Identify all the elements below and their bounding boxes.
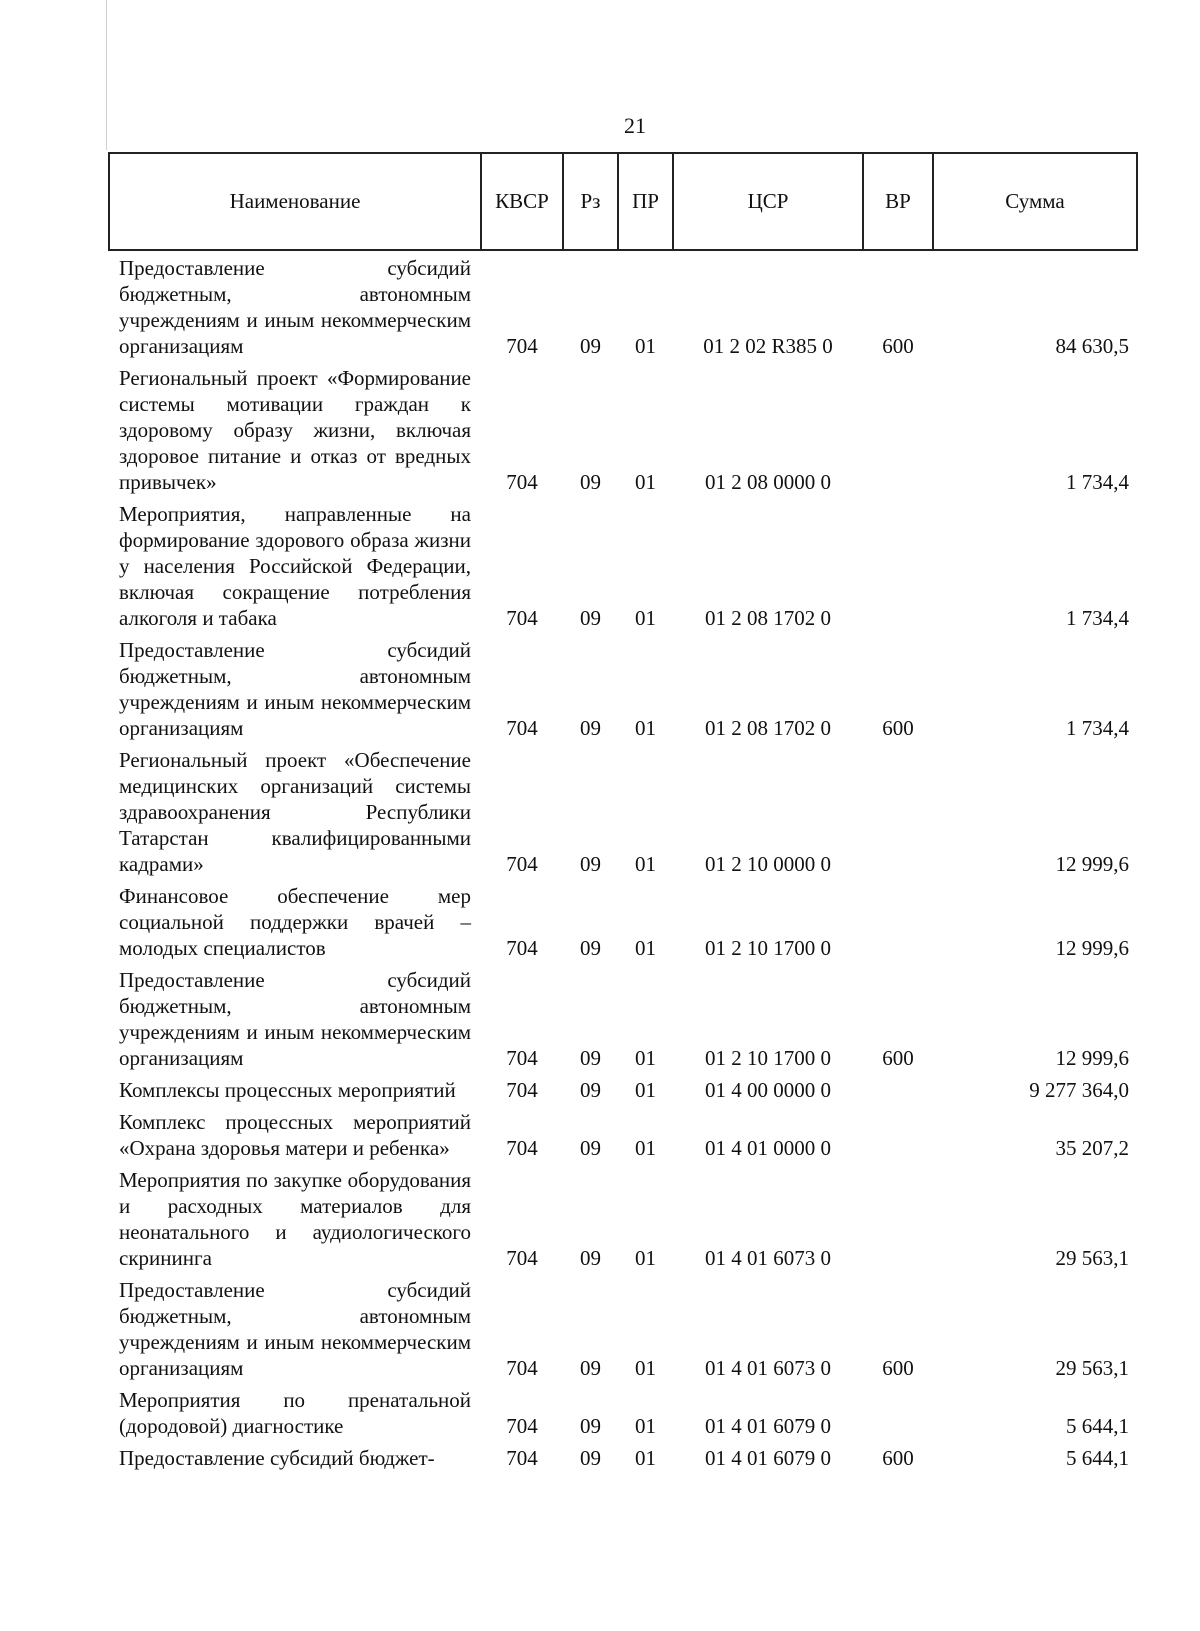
cell-rz: 09 xyxy=(580,1046,601,1070)
cell-rz: 09 xyxy=(580,936,601,960)
header-name: Наименование xyxy=(109,153,481,250)
table-row xyxy=(109,250,1137,361)
cell-name: Комплекс процессных мероприятий «Охрана здоровья матери и ребенка» xyxy=(119,1110,471,1160)
header-kvsr: КВСР xyxy=(481,153,563,250)
cell-csr: 01 2 10 0000 0 xyxy=(705,852,831,876)
cell-kvsr: 704 xyxy=(506,1414,538,1438)
cell-pr: 01 xyxy=(635,606,656,630)
cell-csr: 01 4 01 0000 0 xyxy=(705,1136,831,1160)
cell-sum: 29 563,1 xyxy=(1055,1246,1129,1270)
cell-kvsr: 704 xyxy=(506,470,538,494)
table-row xyxy=(109,1073,1137,1105)
cell-sum: 12 999,6 xyxy=(1055,936,1129,960)
cell-csr: 01 2 08 1702 0 xyxy=(705,716,831,740)
cell-vr xyxy=(863,879,933,963)
cell-rz: 09 xyxy=(580,852,601,876)
header-csr: ЦСР xyxy=(673,153,863,250)
cell-sum: 5 644,1 xyxy=(1066,1414,1129,1438)
cell-pr: 01 xyxy=(635,1414,656,1438)
cell-kvsr: 704 xyxy=(506,1046,538,1070)
cell-vr xyxy=(863,1163,933,1273)
cell-name: Предоставление субсидий бюджетным, автономным учреждениям и иным некоммерческим организациям xyxy=(119,968,471,1070)
cell-name: Мероприятия по закупке оборудования и расходных материалов для неонатального и аудиологического скрининга xyxy=(119,1168,471,1270)
cell-pr: 01 xyxy=(635,1446,656,1470)
cell-sum: 12 999,6 xyxy=(1055,1046,1129,1070)
cell-name: Комплексы процессных мероприятий xyxy=(119,1078,456,1102)
cell-csr: 01 2 10 1700 0 xyxy=(705,936,831,960)
cell-sum: 9 277 364,0 xyxy=(1029,1078,1129,1102)
cell-vr: 600 xyxy=(882,1046,914,1070)
cell-csr: 01 4 01 6073 0 xyxy=(705,1356,831,1380)
table-row xyxy=(109,361,1137,497)
cell-rz: 09 xyxy=(580,1246,601,1270)
cell-sum: 29 563,1 xyxy=(1055,1356,1129,1380)
cell-name: Предоставление субсидий бюджетным, автономным учреждениям и иным некоммерческим организациям xyxy=(119,1278,471,1380)
cell-vr xyxy=(863,361,933,497)
cell-sum: 84 630,5 xyxy=(1055,334,1129,358)
cell-kvsr: 704 xyxy=(506,1446,538,1470)
cell-csr: 01 4 01 6073 0 xyxy=(705,1246,831,1270)
cell-sum: 12 999,6 xyxy=(1055,852,1129,876)
cell-kvsr: 704 xyxy=(506,936,538,960)
cell-name: Мероприятия по пренатальной (дородовой) диагностике xyxy=(119,1388,471,1438)
header-sum: Сумма xyxy=(933,153,1137,250)
cell-rz: 09 xyxy=(580,334,601,358)
cell-vr xyxy=(863,497,933,633)
table-row xyxy=(109,633,1137,743)
cell-pr: 01 xyxy=(635,716,656,740)
table-row xyxy=(109,1105,1137,1163)
table-header-row xyxy=(109,153,1137,250)
table-row xyxy=(109,1441,1137,1473)
cell-csr: 01 4 01 6079 0 xyxy=(705,1414,831,1438)
cell-pr: 01 xyxy=(635,1078,656,1102)
cell-kvsr: 704 xyxy=(506,852,538,876)
table-row xyxy=(109,497,1137,633)
cell-sum: 1 734,4 xyxy=(1066,470,1129,494)
cell-pr: 01 xyxy=(635,1136,656,1160)
cell-vr xyxy=(863,1105,933,1163)
cell-rz: 09 xyxy=(580,606,601,630)
cell-name: Региональный проект «Обеспечение медицинских организаций системы здравоохранения Республики Татарстан квалифицированными кадрами» xyxy=(119,748,471,876)
cell-pr: 01 xyxy=(635,936,656,960)
cell-pr: 01 xyxy=(635,1356,656,1380)
cell-csr: 01 4 00 0000 0 xyxy=(705,1078,831,1102)
cell-rz: 09 xyxy=(580,1078,601,1102)
cell-name: Предоставление субсидий бюджет- xyxy=(119,1446,435,1470)
cell-csr: 01 2 08 1702 0 xyxy=(705,606,831,630)
cell-name: Мероприятия, направленные на формирование здорового образа жизни у населения Российской Федерации, включая сокращение потребления алкоголя и табака xyxy=(119,502,471,630)
cell-vr: 600 xyxy=(882,1356,914,1380)
cell-kvsr: 704 xyxy=(506,716,538,740)
cell-rz: 09 xyxy=(580,1136,601,1160)
table-row xyxy=(109,1163,1137,1273)
table-row xyxy=(109,879,1137,963)
cell-vr xyxy=(863,1073,933,1105)
cell-pr: 01 xyxy=(635,470,656,494)
header-pr: ПР xyxy=(618,153,673,250)
table-row xyxy=(109,1273,1137,1383)
cell-sum: 5 644,1 xyxy=(1066,1446,1129,1470)
cell-pr: 01 xyxy=(635,1046,656,1070)
cell-name: Финансовое обеспечение мер социальной поддержки врачей – молодых специалистов xyxy=(119,884,471,960)
cell-rz: 09 xyxy=(580,1446,601,1470)
cell-sum: 1 734,4 xyxy=(1066,716,1129,740)
cell-kvsr: 704 xyxy=(506,1136,538,1160)
budget-table xyxy=(108,152,1138,1473)
cell-kvsr: 704 xyxy=(506,1246,538,1270)
cell-vr: 600 xyxy=(882,334,914,358)
cell-rz: 09 xyxy=(580,470,601,494)
cell-csr: 01 2 10 1700 0 xyxy=(705,1046,831,1070)
cell-vr xyxy=(863,1383,933,1441)
cell-pr: 01 xyxy=(635,852,656,876)
cell-pr: 01 xyxy=(635,1246,656,1270)
cell-kvsr: 704 xyxy=(506,606,538,630)
cell-vr xyxy=(863,743,933,879)
table-body xyxy=(109,250,1137,1473)
cell-rz: 09 xyxy=(580,716,601,740)
cell-rz: 09 xyxy=(580,1414,601,1438)
cell-kvsr: 704 xyxy=(506,1356,538,1380)
cell-name: Предоставление субсидий бюджетным, автономным учреждениям и иным некоммерческим организациям xyxy=(119,638,471,740)
cell-vr: 600 xyxy=(882,1446,914,1470)
cell-sum: 35 207,2 xyxy=(1055,1136,1129,1160)
page-number: 21 xyxy=(624,113,646,138)
cell-name: Предоставление субсидий бюджетным, автономным учреждениям и иным некоммерческим организациям xyxy=(119,256,471,358)
cell-csr: 01 2 08 0000 0 xyxy=(705,470,831,494)
cell-vr: 600 xyxy=(882,716,914,740)
cell-sum: 1 734,4 xyxy=(1066,606,1129,630)
cell-kvsr: 704 xyxy=(506,334,538,358)
cell-name: Региональный проект «Формирование системы мотивации граждан к здоровому образу жизни, включая здоровое питание и отказ от вредных привычек» xyxy=(119,366,471,494)
cell-rz: 09 xyxy=(580,1356,601,1380)
table-row xyxy=(109,743,1137,879)
cell-pr: 01 xyxy=(635,334,656,358)
header-vr: ВР xyxy=(863,153,933,250)
header-rz: Рз xyxy=(563,153,618,250)
cell-csr: 01 2 02 R385 0 xyxy=(703,334,833,358)
table-row xyxy=(109,1383,1137,1441)
cell-kvsr: 704 xyxy=(506,1078,538,1102)
table-row xyxy=(109,963,1137,1073)
cell-csr: 01 4 01 6079 0 xyxy=(705,1446,831,1470)
